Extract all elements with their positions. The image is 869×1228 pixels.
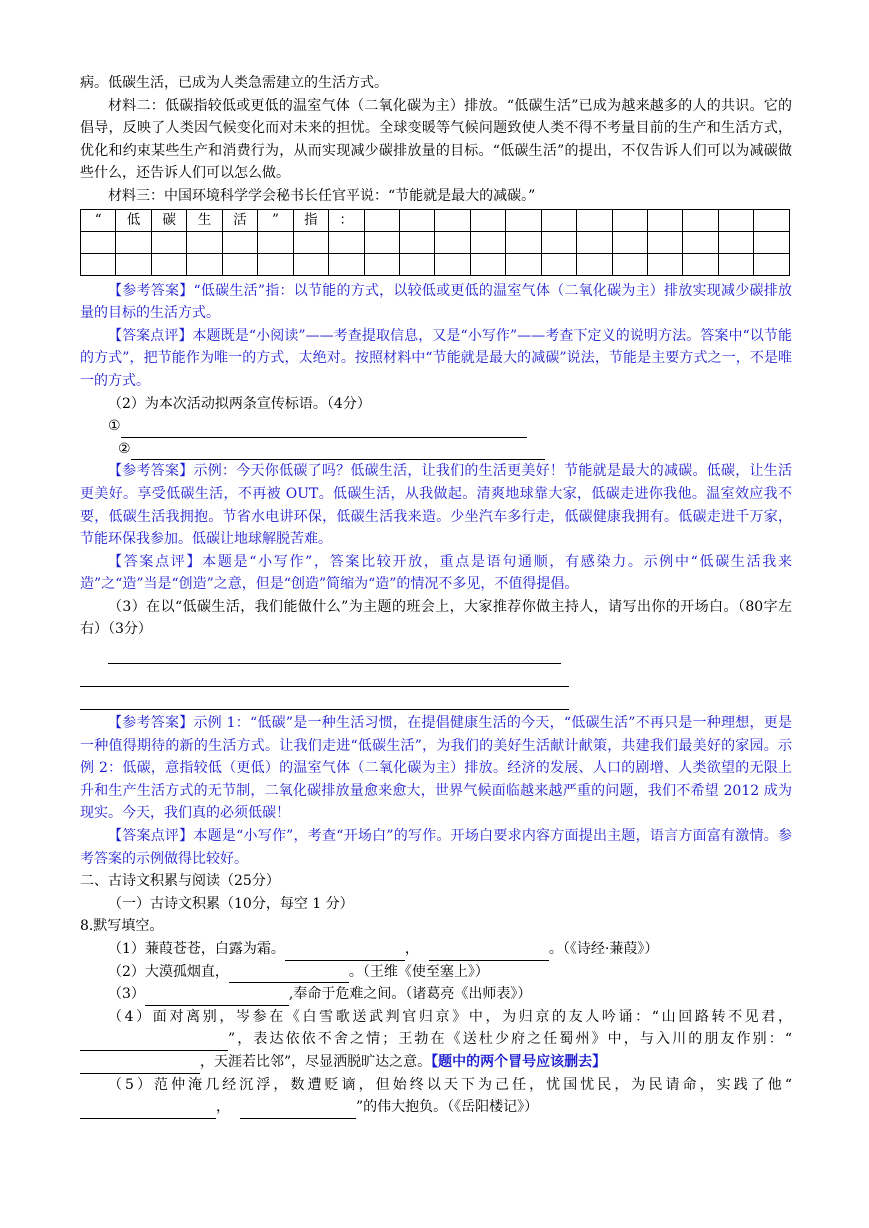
grid-cell[interactable] — [116, 231, 151, 253]
grid-cell[interactable] — [435, 231, 470, 253]
reference-answer-3: 【参考答案】示例 1：“低碳”是一种生活习惯，在提倡健康生活的今天，“低碳生活”不再只是一种理想，更是一种值得期待的新的生活方式。让我们走进“低碳生活”，为我们的美好生活献计献策，共建我们最美好的家园。示例 2：低碳，意指较低（更低）的温室气体（二氧化碳为主）排放。经济的发展、人口的剧增、人类欲望的无限上升和生产生活方式的无节制，二氧化碳排放量愈来愈大，世界气候面临越来越严重的问题，我们不希望 2012 成为现实。今天，我们真的必须低碳！ — [80, 715, 792, 822]
fill-blank[interactable] — [145, 989, 289, 1006]
grid-cell[interactable] — [612, 231, 647, 253]
grid-cell[interactable] — [187, 253, 222, 275]
fill-item-3 — [80, 983, 792, 1006]
writing-grid — [80, 209, 790, 276]
fill-text: ， — [404, 941, 419, 957]
material-two: 材料二：低碳指较低或更低的温室气体（二氧化碳为主）排放。“低碳生活”已成为越来越多的人的共识。它的倡导，反映了人类因气候变化而对未来的担忧。全球变暖等气候问题致使人类不得不考量目前的生产和生活方式，优化和约束某些生产和消费行为，从而实现减少碳排放量的目标。“低碳生活”的提出，不仅告诉人们可以为减碳做些什么，还告诉人们可以怎么做。 — [80, 97, 792, 182]
grid-cell[interactable] — [293, 231, 328, 253]
grid-cell[interactable] — [364, 231, 399, 253]
fill-text: （1）蒹葭苍苍，白露为霜。 — [108, 941, 285, 957]
editor-note: 【题中的两个冒号应该删去】 — [431, 1053, 607, 1070]
grid-cell[interactable] — [754, 231, 790, 253]
grid-cell[interactable] — [81, 253, 116, 275]
grid-cell[interactable] — [612, 253, 647, 275]
fill-blank[interactable] — [80, 1102, 216, 1119]
question-2-stem: （2）为本次活动拟两条宣传标语。（4分） — [108, 395, 371, 412]
grid-cell[interactable] — [718, 209, 753, 231]
fill-blank[interactable] — [240, 1102, 356, 1119]
grid-cell[interactable] — [329, 231, 364, 253]
grid-cell[interactable] — [258, 231, 293, 253]
grid-cell[interactable] — [648, 209, 683, 231]
grid-cell[interactable]: 指 — [293, 209, 328, 231]
fill-text: ,奉命于危难之间。（诸葛亮《出师表》） — [288, 986, 532, 1003]
fill-blank[interactable] — [285, 944, 405, 961]
grid-cell[interactable] — [718, 231, 753, 253]
grid-cell[interactable] — [541, 209, 576, 231]
grid-row — [81, 231, 790, 253]
answer-line[interactable] — [80, 664, 569, 687]
fill-blank[interactable] — [429, 944, 549, 961]
grid-cell[interactable] — [577, 253, 612, 275]
grid-cell[interactable] — [116, 253, 151, 275]
fill-text: 。（《诗经·蒹葭》） — [548, 941, 659, 957]
grid-cell[interactable] — [399, 253, 434, 275]
grid-cell[interactable] — [435, 253, 470, 275]
fill-text: （4）面对离别，岑参在《白雪歌送武判官归京》中，为归京的友人吟诵：“山回路转不见君， — [108, 1008, 792, 1025]
grid-cell[interactable] — [577, 231, 612, 253]
grid-cell[interactable] — [364, 209, 399, 231]
fill-item-5 — [80, 1074, 792, 1119]
grid-cell[interactable] — [506, 253, 541, 275]
fill-blank[interactable] — [229, 966, 349, 983]
grid-cell[interactable] — [399, 209, 434, 231]
grid-cell[interactable]: 碳 — [151, 209, 186, 231]
grid-cell[interactable] — [754, 253, 790, 275]
grid-cell[interactable] — [612, 209, 647, 231]
grid-cell[interactable]: ” — [258, 209, 293, 231]
grid-cell[interactable] — [541, 231, 576, 253]
fill-text: ”，表达依依不舍之情；王勃在《送杜少府之任蜀州》中，与入川的朋友作别：“ — [228, 1031, 792, 1048]
reference-answer-1: 【参考答案】“低碳生活”指：以节能的方式，以较低或更低的温室气体（二氧化碳为主）排放实现减少碳排放量的目标的生活方式。 — [80, 282, 792, 322]
subsection-title: （一）古诗文积累（10分，每空 1 分） — [108, 895, 354, 912]
grid-cell[interactable] — [329, 253, 364, 275]
fill-text: ”的伟大抱负。（《岳阳楼记》） — [356, 1099, 539, 1116]
grid-cell[interactable]: 活 — [222, 209, 257, 231]
grid-row — [81, 209, 790, 231]
grid-cell[interactable] — [648, 231, 683, 253]
fill-item-2 — [80, 961, 792, 984]
fill-text: ， — [216, 1099, 230, 1116]
fill-item-1 — [80, 938, 792, 961]
grid-cell[interactable]: ： — [329, 209, 364, 231]
answer-comment-3: 【答案点评】本题是“小写作”，考查“开场白”的写作。开场白要求内容方面提出主题，语言方面富有激情。参考答案的示例做得比较好。 — [80, 828, 792, 867]
grid-cell[interactable] — [470, 231, 505, 253]
grid-cell[interactable] — [683, 253, 718, 275]
section-two-title: 二、古诗文积累与阅读（25分） — [80, 873, 280, 890]
answer-comment-2: 【答案点评】本题是“小写作”，答案比较开放，重点是语句通顺，有感染力。示例中“低碳生活我来造”之“造”当是“创造”之意，但是“创造”简缩为“造”的情况不多见，不值得提倡。 — [80, 553, 792, 593]
grid-cell[interactable] — [506, 209, 541, 231]
grid-cell[interactable] — [293, 253, 328, 275]
text-line: 病。低碳生活，已成为人类急需建立的生活方式。 — [80, 75, 388, 91]
answer-line[interactable] — [108, 641, 561, 664]
grid-cell[interactable] — [222, 253, 257, 275]
grid-cell[interactable] — [718, 253, 753, 275]
blank-row-1 — [80, 415, 792, 438]
reference-answer-2: 【参考答案】示例：今天你低碳了吗？低碳生活，让我们的生活更美好！节能就是最大的减碳。低碳，让生活更美好。享受低碳生活，不再被 OUT。低碳生活，从我做起。清爽地球靠大家，低碳走进你我他。温室效应我不要，低碳生活我拥抱。节省水电讲环保，低碳生活我来造。少坐汽车多行走，低碳健康我拥有。低碳走进千万家，节能环保我参加。低碳让地球解脱苦难。 — [80, 463, 792, 548]
fill-text: ，天涯若比邻”，尽显洒脱旷达之意。 — [200, 1053, 432, 1070]
question-8-title: 8.默写填空。 — [80, 918, 164, 935]
grid-cell[interactable] — [151, 253, 186, 275]
fill-text: （5）范仲淹几经沉浮，数遭贬谪，但始终以天下为己任，忧国忧民，为民请命，实践了他“ — [108, 1076, 792, 1093]
grid-cell[interactable] — [648, 253, 683, 275]
grid-cell[interactable] — [470, 209, 505, 231]
grid-cell[interactable] — [470, 253, 505, 275]
question-3-stem: （3）在以“低碳生活，我们能做什么”为主题的班会上，大家推荐你做主持人，请写出你的开场白。（80字左右）（3分） — [80, 598, 792, 638]
grid-cell[interactable] — [81, 231, 116, 253]
fill-text: （3） — [108, 986, 145, 1003]
grid-cell[interactable] — [187, 231, 222, 253]
grid-cell[interactable] — [577, 209, 612, 231]
answer-line[interactable] — [80, 687, 569, 710]
grid-cell[interactable] — [364, 253, 399, 275]
fill-text: 。（王维《使至塞上》） — [348, 963, 489, 980]
grid-cell[interactable] — [435, 209, 470, 231]
grid-cell[interactable] — [683, 209, 718, 231]
answer-comment-1: 【答案点评】本题既是“小阅读”——考查提取信息，又是“小写作”——考查下定义的说明方法。答案中“以节能的方式”，把节能作为唯一的方式，太绝对。按照材料中“节能就是最大的减碳”说法，节能是主要方式之一，不是唯一的方式。 — [80, 327, 792, 389]
fill-blank[interactable] — [80, 1034, 228, 1051]
grid-cell[interactable] — [683, 231, 718, 253]
grid-cell[interactable]: 低 — [116, 209, 151, 231]
grid-cell[interactable]: “ — [81, 209, 116, 231]
grid-cell[interactable] — [506, 231, 541, 253]
grid-cell[interactable] — [222, 231, 257, 253]
blank-row-2 — [80, 438, 792, 461]
fill-text: （2）大漠孤烟直， — [108, 963, 229, 980]
grid-cell[interactable]: 生 — [187, 209, 222, 231]
grid-cell[interactable] — [151, 231, 186, 253]
grid-row — [81, 253, 790, 275]
circle-one-label: ① — [108, 418, 121, 435]
fill-blank[interactable] — [80, 1057, 200, 1074]
fill-item-4 — [80, 1006, 792, 1074]
answer-blank[interactable] — [121, 421, 527, 438]
grid-cell[interactable] — [541, 253, 576, 275]
grid-cell[interactable] — [258, 253, 293, 275]
circle-two-label: ② — [118, 440, 131, 457]
answer-blank[interactable] — [131, 443, 545, 460]
grid-cell[interactable] — [754, 209, 790, 231]
document-page — [80, 72, 792, 1119]
grid-cell[interactable] — [399, 231, 434, 253]
material-three: 材料三：中国环境科学学会秘书长任官平说：“节能就是最大的减碳。” — [108, 187, 536, 204]
